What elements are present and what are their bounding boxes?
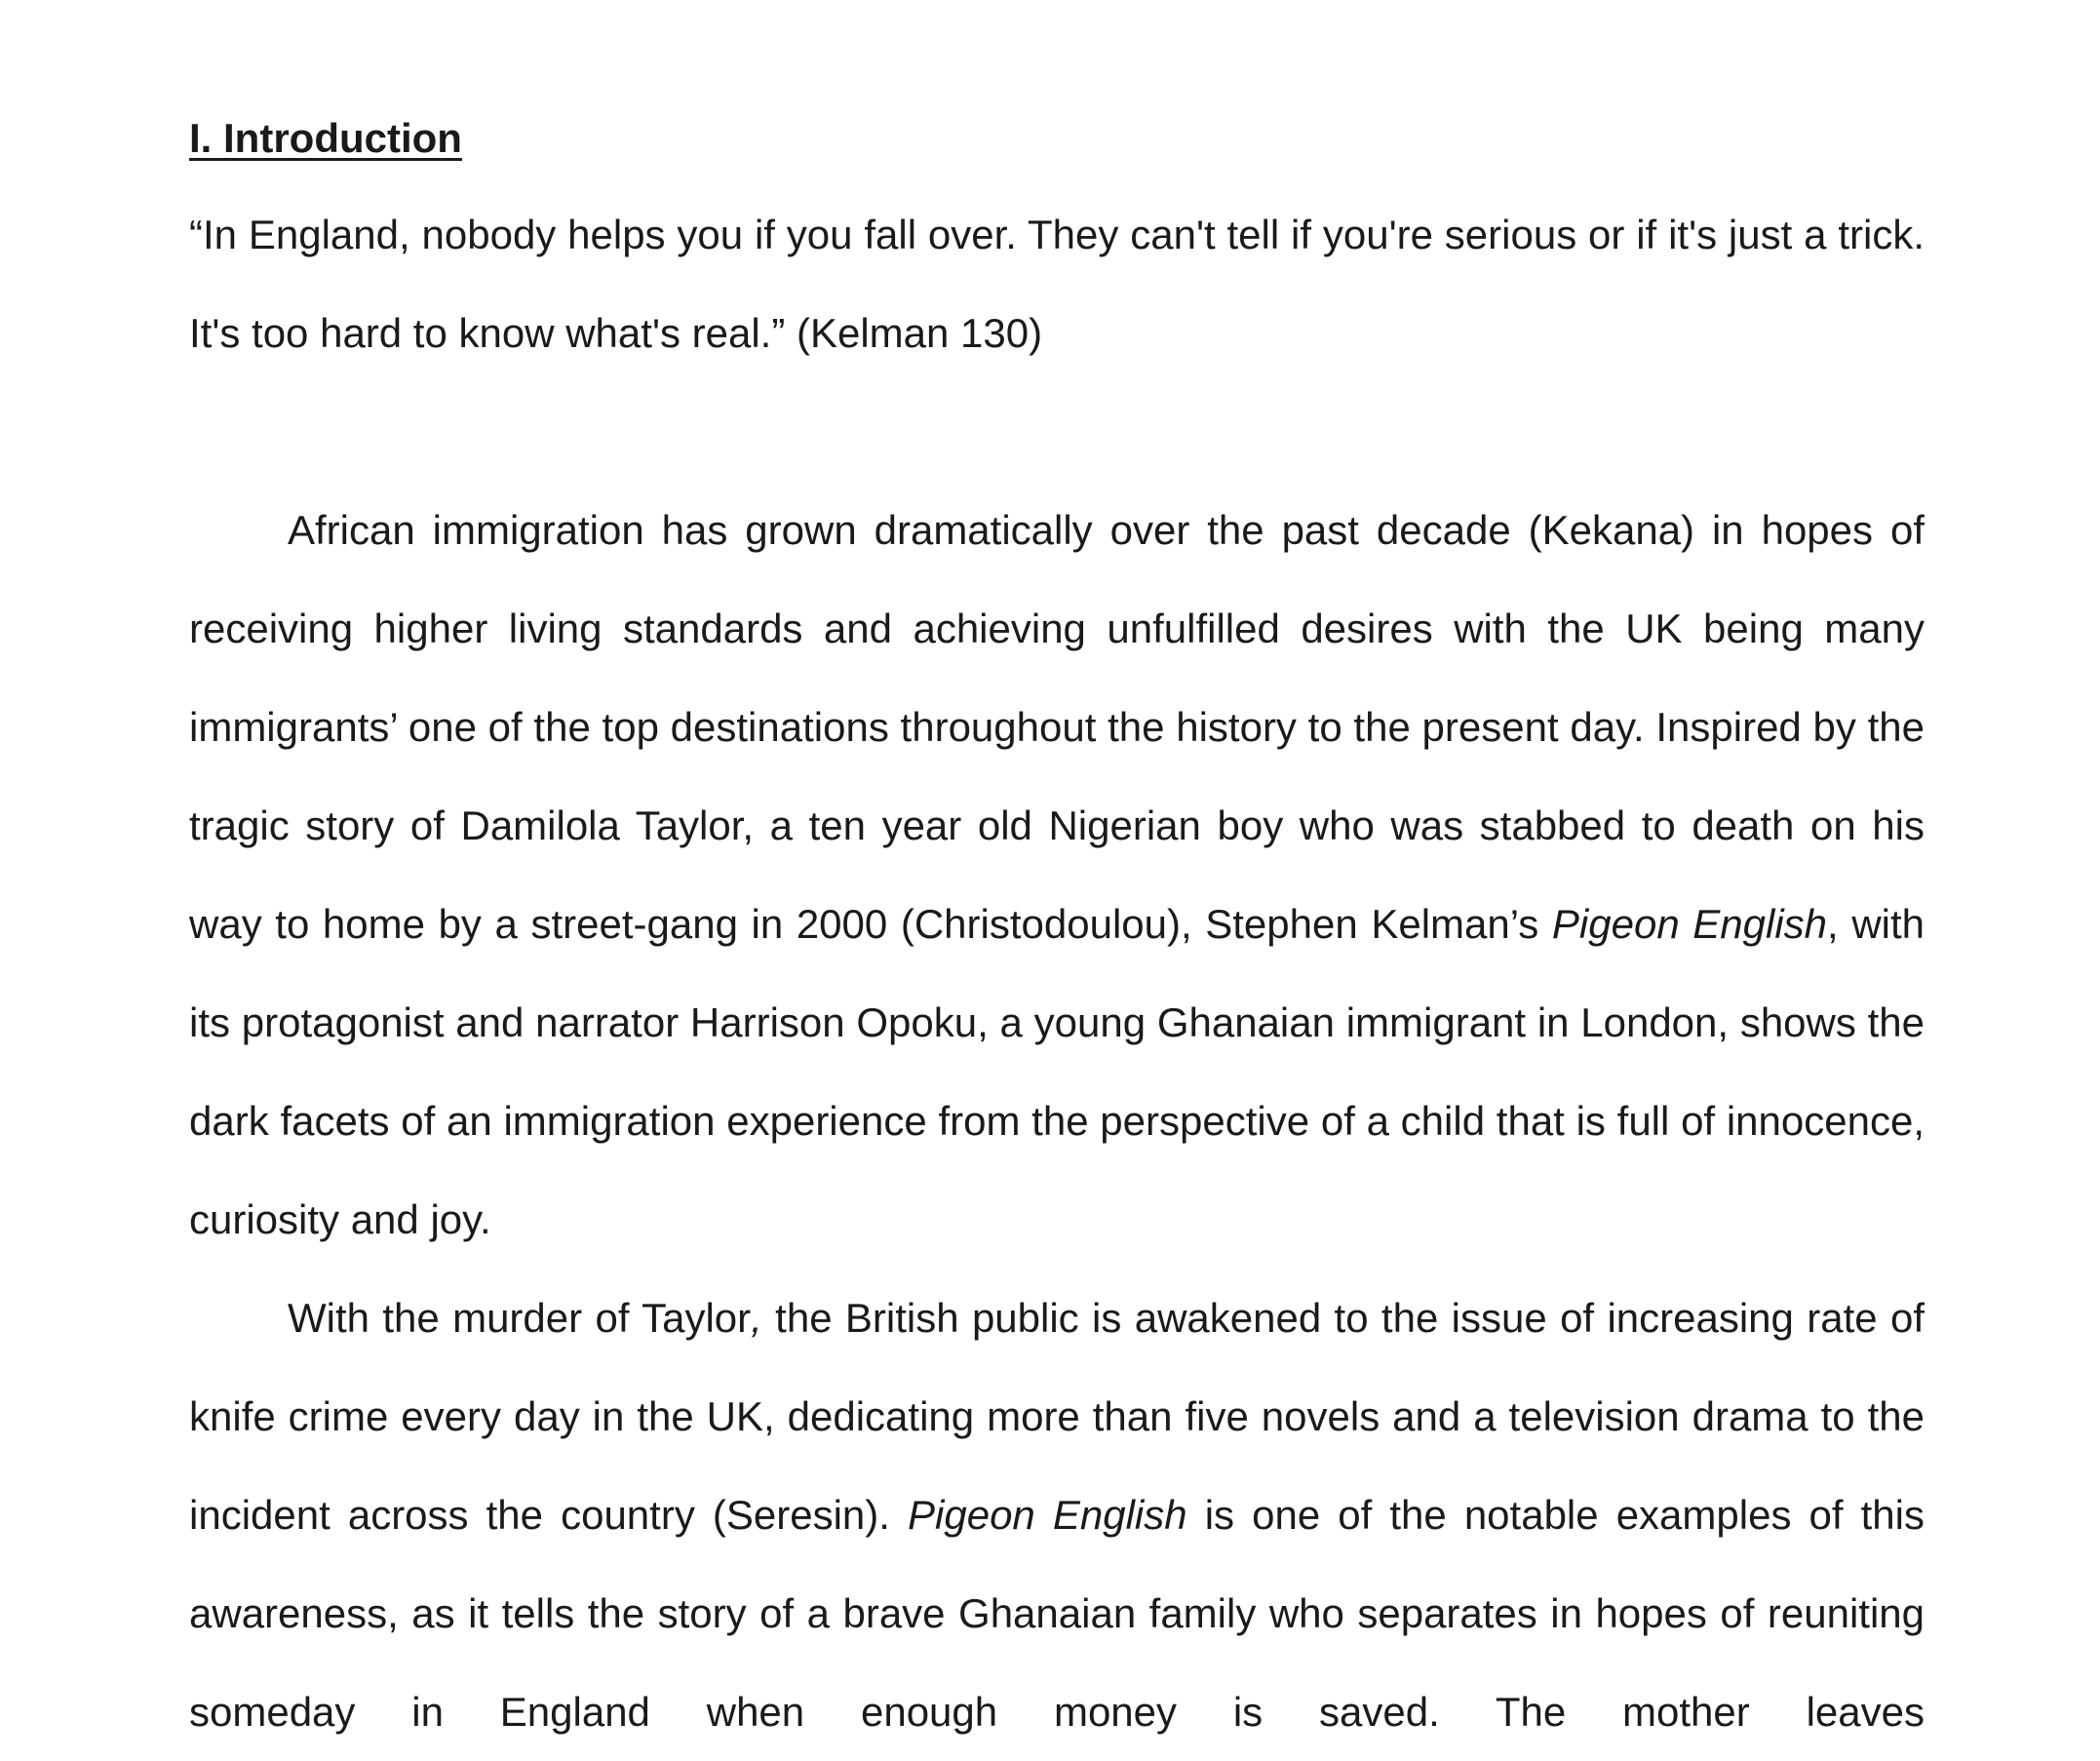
paragraph-2-text-b: the British public is awakened to the issue of increasing rate of knife crime every day in the UK, dedicating more than five novels and a television drama to the incident across the country (Seresin). — [189, 1295, 1925, 1538]
italic-comma: , — [751, 1295, 762, 1341]
section-heading: I. Introduction — [189, 115, 462, 161]
paragraph-1-text-a: African immigration has grown dramatically over the past decade (Kekana) in hopes of receiving higher living standards and achieving unfulfilled desires with the UK being many immigrants’ one of the top destinations throughout the history to the present day. Inspired by the tragic story of Damilola Taylor, a ten year old Nigerian boy who was stabbed to death on his way to home by a street-gang in 2000 (Christodoulou), Stephen Kelman’s — [189, 507, 1925, 947]
paragraph-1-text-b: , with its protagonist and narrator Harrison Opoku, a young Ghanaian immigrant in London, shows the dark facets of an immigration experience from the perspective of a child that is full of innocence, curiosity and joy. — [189, 901, 1925, 1242]
paragraph-2-text-a: With the murder of Taylor — [288, 1295, 752, 1341]
paragraph-2 — [189, 1269, 1925, 1761]
paragraph-1 — [189, 481, 1925, 1269]
document-page — [189, 109, 1925, 1761]
epigraph-quote: “In England, nobody helps you if you fall over. They can't tell if you're serious or if it's just a trick. It's too hard to know what's real.” (Kelman 130) — [189, 212, 1925, 356]
paragraph-2-text-c: is one of the notable examples of this awareness, as it tells the story of a brave Ghanaian family who separates in hopes of reuniting someday in England when enough money is saved. The mother leaves — [189, 1492, 1925, 1735]
book-title: Pigeon English — [1551, 901, 1828, 947]
book-title: Pigeon English — [908, 1492, 1187, 1538]
